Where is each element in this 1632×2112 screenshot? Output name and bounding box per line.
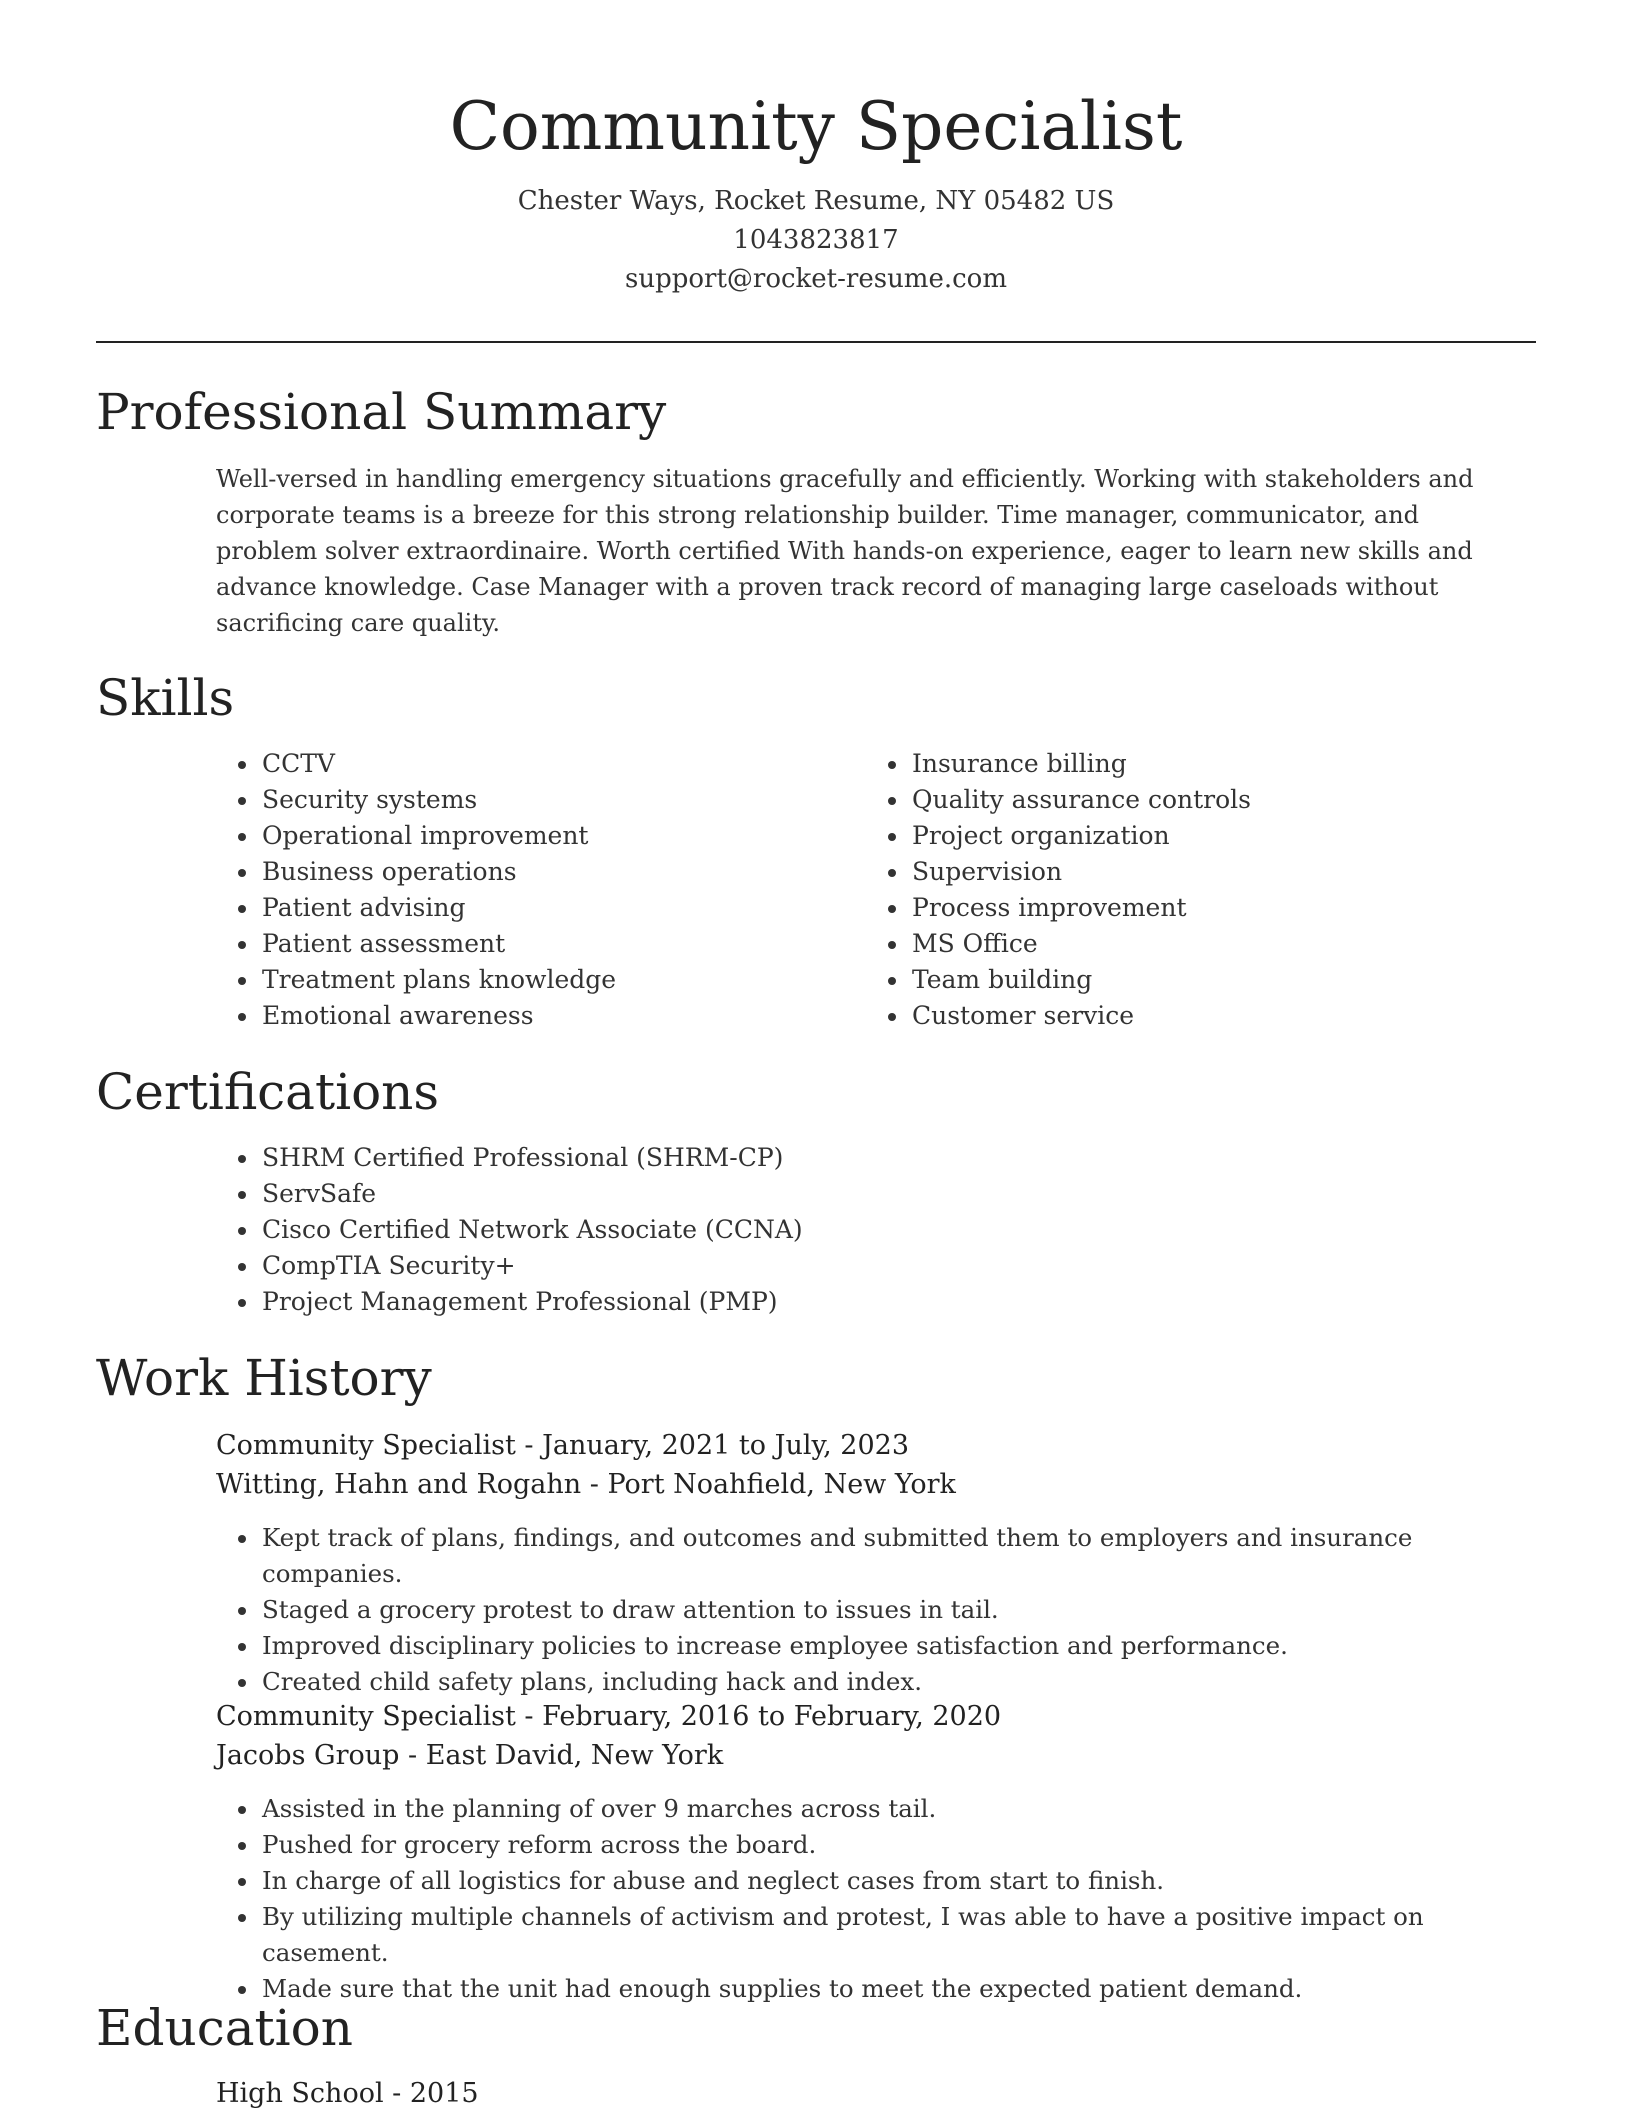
job-1-bullets xyxy=(216,1520,1546,1700)
job-1-header xyxy=(216,1426,956,1504)
job-bullet: • Assisted in the planning of over 9 marches across tail. xyxy=(260,1791,1546,1827)
job-bullet: • Kept track of plans, findings, and outcomes and submitted them to employers and insurance companies. xyxy=(260,1520,1546,1592)
job-title-line: Community Specialist - January, 2021 to July, 2023 xyxy=(216,1430,910,1461)
skill-item: • Project organization xyxy=(910,818,1251,854)
header-divider xyxy=(96,341,1536,343)
certification-item: • Project Management Professional (PMP) xyxy=(260,1284,803,1320)
skill-item: • Quality assurance controls xyxy=(910,782,1251,818)
certification-item: • Cisco Certified Network Associate (CCNA) xyxy=(260,1212,803,1248)
job-bullet: • Pushed for grocery reform across the board. xyxy=(260,1827,1546,1863)
skill-item: • Business operations xyxy=(260,854,616,890)
section-title-summary: Professional Summary xyxy=(96,383,667,441)
resume-name: Community Specialist xyxy=(449,88,1183,165)
skill-item: • Emotional awareness xyxy=(260,998,616,1034)
skill-item: • Patient assessment xyxy=(260,926,616,962)
job-bullet: • By utilizing multiple channels of activism and protest, I was able to have a positive impact on casement. xyxy=(260,1899,1546,1971)
section-title-skills: Skills xyxy=(96,669,235,727)
contact-address: Chester Ways, Rocket Resume, NY 05482 US xyxy=(517,186,1115,216)
job-2-bullets xyxy=(216,1791,1546,2007)
section-title-certifications: Certifications xyxy=(96,1063,440,1121)
section-title-education: Education xyxy=(96,1999,353,2057)
certification-item: • ServSafe xyxy=(260,1176,803,1212)
skill-item: • Insurance billing xyxy=(910,746,1251,782)
job-company-line: Jacobs Group - East David, New York xyxy=(216,1740,724,1771)
skill-item: • Operational improvement xyxy=(260,818,616,854)
job-bullet: • Made sure that the unit had enough supplies to meet the expected patient demand. xyxy=(260,1971,1546,2007)
summary-text: Well-versed in handling emergency situations gracefully and efficiently. Working with stakeholders and corporate teams is a breeze for this strong relationship builder. Time manager, communicator, and problem solver extraordinaire. Worth certified With hands-on experience, eager to learn new skills and advance knowledge. Case Manager with a proven track record of managing large caseloads without sacrificing care quality. xyxy=(216,465,1474,637)
skill-item: • Team building xyxy=(910,962,1251,998)
job-2-header xyxy=(216,1697,1001,1775)
skill-item: • CCTV xyxy=(260,746,616,782)
skill-item: • Security systems xyxy=(260,782,616,818)
contact-email: support@rocket-resume.com xyxy=(624,264,1007,294)
job-bullet: • Improved disciplinary policies to increase employee satisfaction and performance. xyxy=(260,1628,1546,1664)
skill-item: • Patient advising xyxy=(260,890,616,926)
job-bullet: • In charge of all logistics for abuse and neglect cases from start to finish. xyxy=(260,1863,1546,1899)
skill-item: • Treatment plans knowledge xyxy=(260,962,616,998)
job-bullet: • Staged a grocery protest to draw attention to issues in tail. xyxy=(260,1592,1546,1628)
skill-item: • Supervision xyxy=(910,854,1251,890)
skill-item: • MS Office xyxy=(910,926,1251,962)
job-title-line: Community Specialist - February, 2016 to February, 2020 xyxy=(216,1701,1002,1732)
skill-item: • Customer service xyxy=(910,998,1251,1034)
certification-item: • SHRM Certified Professional (SHRM-CP) xyxy=(260,1140,803,1176)
skills-column-left xyxy=(216,746,616,1034)
skill-item: • Process improvement xyxy=(910,890,1251,926)
resume-header xyxy=(0,0,1632,299)
contact-phone: 1043823817 xyxy=(733,225,899,255)
certification-item: • CompTIA Security+ xyxy=(260,1248,803,1284)
section-title-work-history: Work History xyxy=(96,1349,432,1407)
education-entry: High School - 2015 xyxy=(216,2078,479,2109)
contact-block xyxy=(0,182,1632,299)
job-company-line: Witting, Hahn and Rogahn - Port Noahfield, New York xyxy=(216,1469,956,1500)
certifications-list xyxy=(216,1140,803,1320)
job-bullet: • Created child safety plans, including hack and index. xyxy=(260,1664,1546,1700)
skills-column-right xyxy=(866,746,1251,1034)
